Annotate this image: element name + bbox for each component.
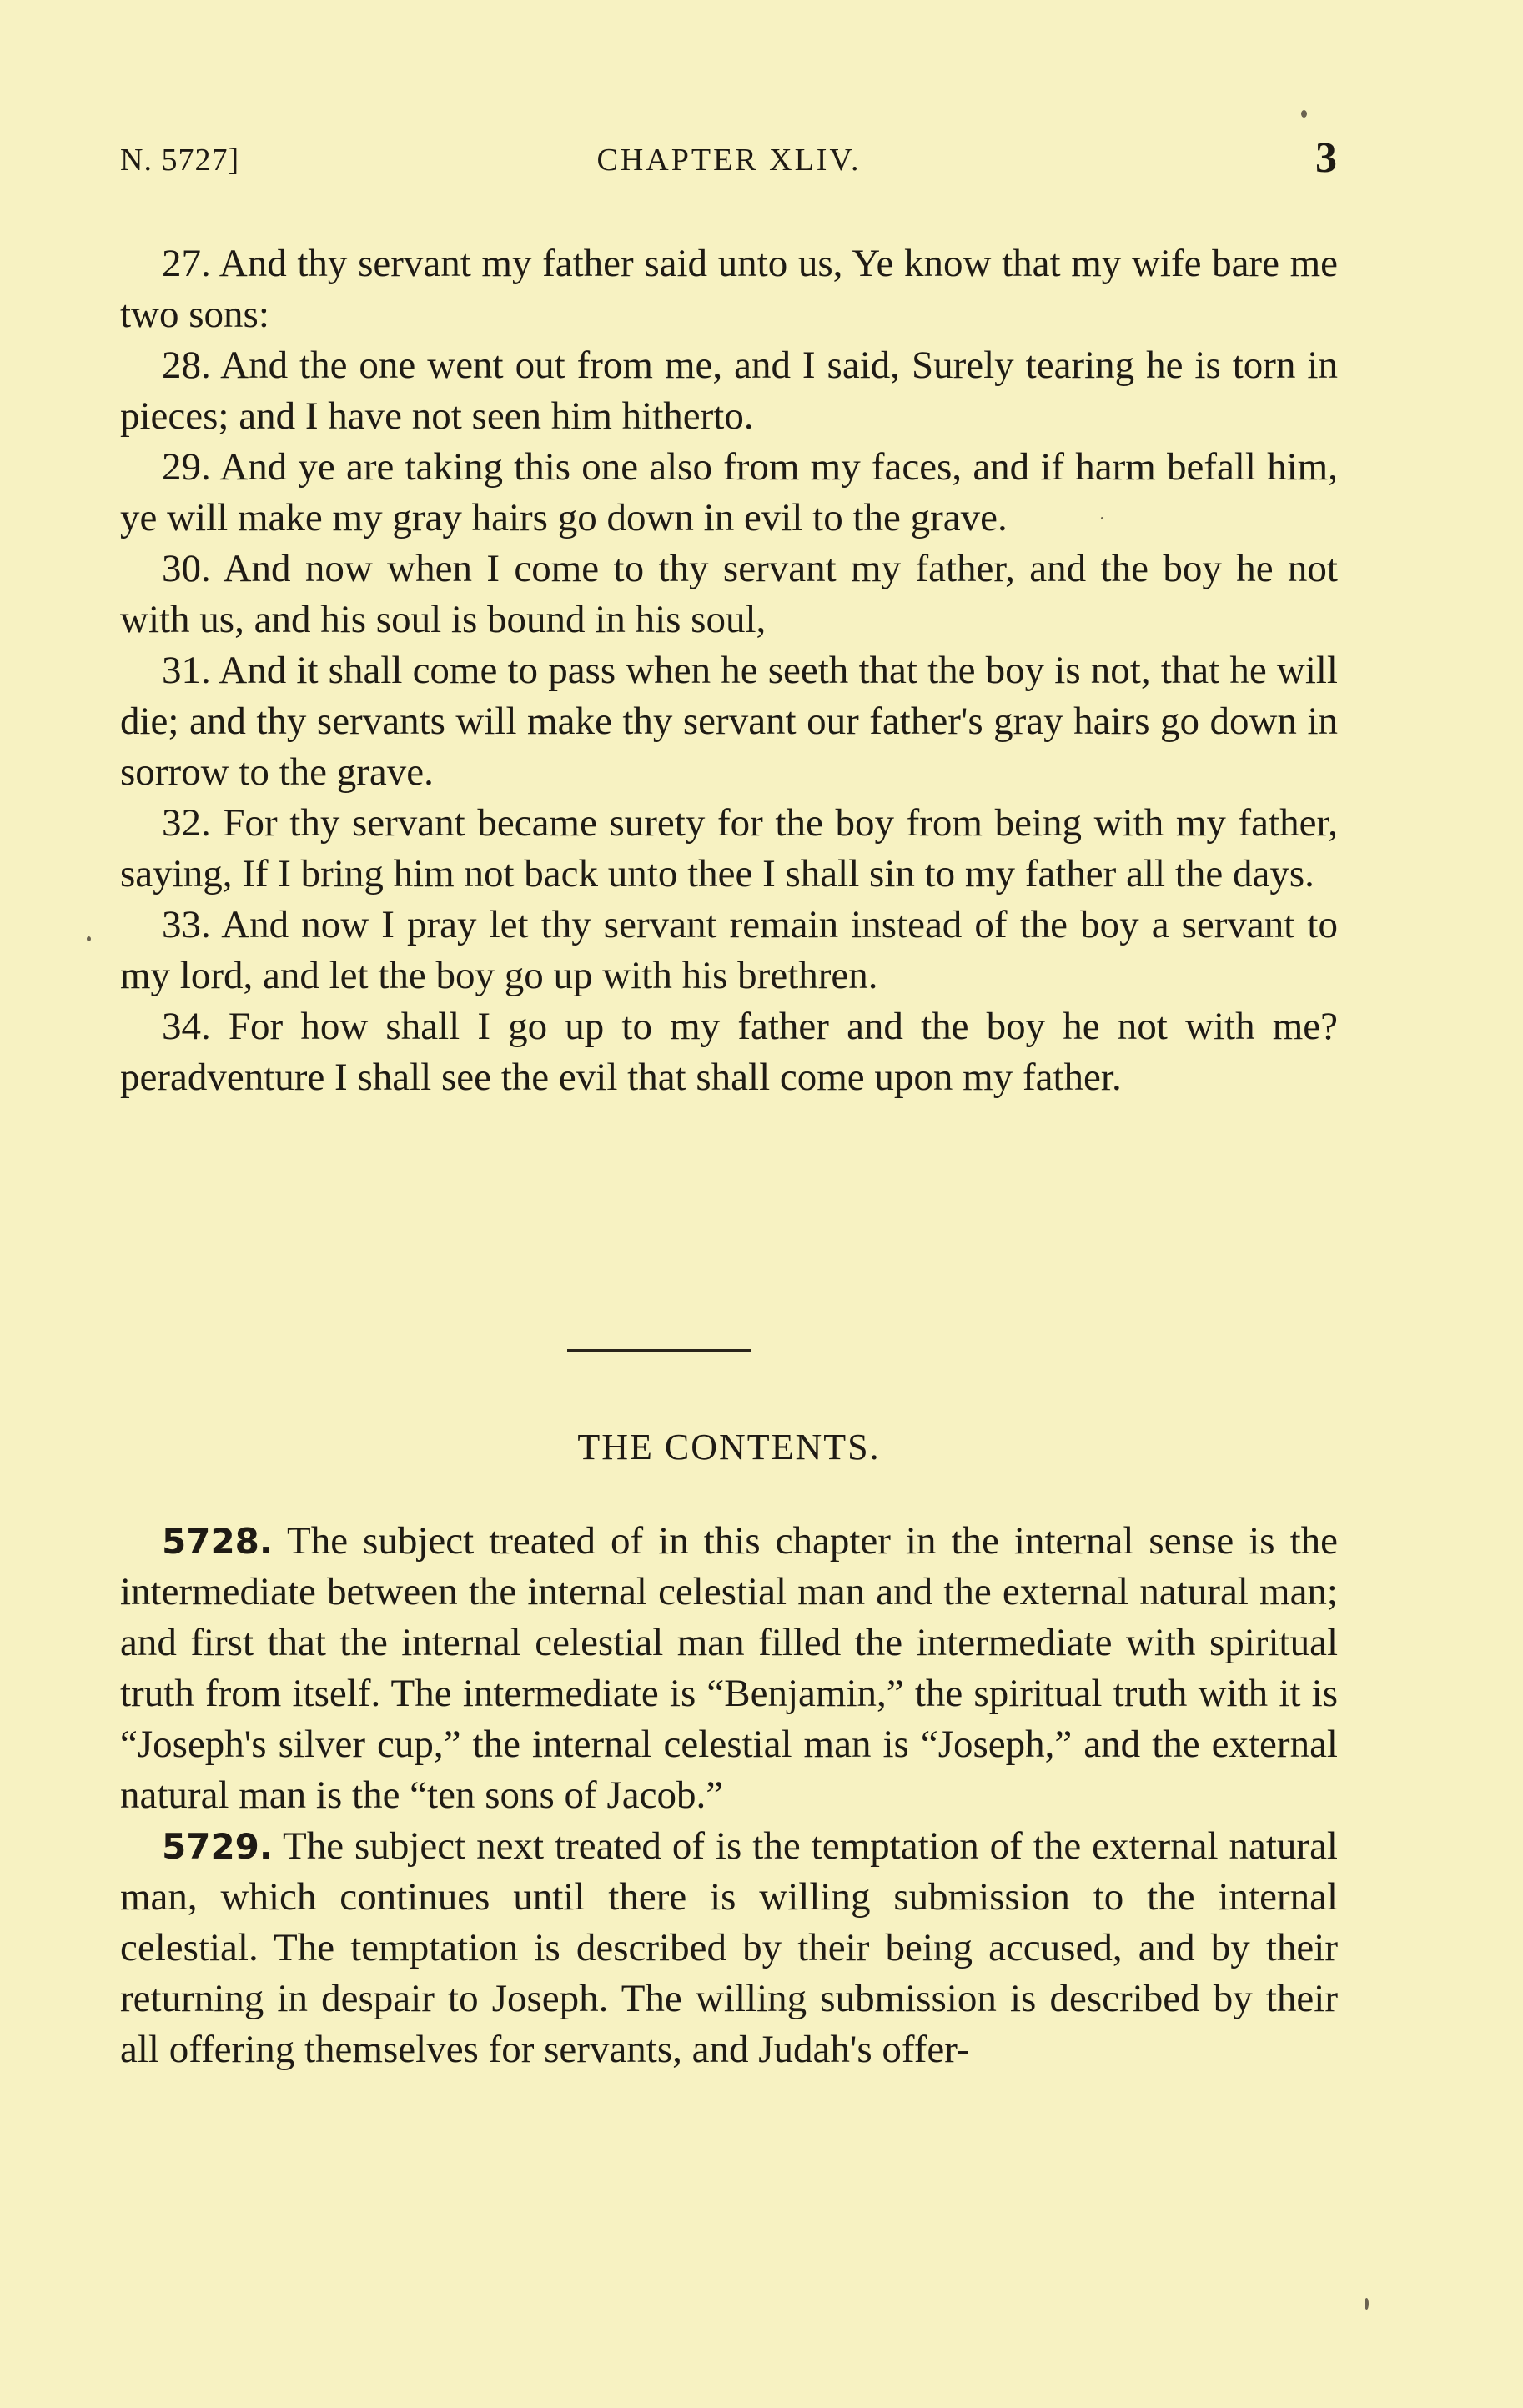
paper-speck (1365, 2298, 1369, 2310)
paper-speck (1101, 517, 1103, 519)
verse-33: 33. And now I pray let thy servant remain instead of the boy a servant to my lord, and let the boy go up with his brethren. (120, 903, 1338, 997)
verse-30: 30. And now when I come to thy servant my father, and the boy he not with us, and his soul is bound in his soul, (120, 547, 1338, 641)
verse-32: 32. For thy servant became surety for the boy from being with my father, saying, If I bring him not back unto thee I shall sin to my father all the days. (120, 801, 1338, 895)
paragraph-text: The subject next treated of is the temptation of the external natural man, which continues until there is willing submission to the internal celestial. The temptation is described by their being accused, and by their returning in despair to Joseph. The willing submission is described by their all offering themselves for servants, and Judah's offer- (120, 1824, 1338, 2071)
contents-heading: THE CONTENTS. (577, 1427, 881, 1467)
paragraph-number: 5729. (162, 1826, 273, 1867)
verse-34: 34. For how shall I go up to my father and the boy he not with me? peradventure I shall see the evil that shall come upon my father. (120, 1005, 1338, 1099)
verse-29: 29. And ye are taking this one also from my faces, and if harm befall him, ye will make my gray hairs go down in evil to the grave. (120, 445, 1338, 539)
verse-31: 31. And it shall come to pass when he seeth that the boy is not, that he will die; and thy servants will make thy servant our father's gray hairs go down in sorrow to the grave. (120, 649, 1338, 794)
section-reference: N. 5727] (120, 143, 240, 178)
paper-speck (87, 936, 91, 941)
verse-28: 28. And the one went out from me, and I said, Surely tearing he is torn in pieces; and I have not seen him hitherto. (120, 344, 1338, 438)
paragraph-number: 5728. (162, 1521, 273, 1562)
chapter-title: CHAPTER XLIV. (596, 143, 862, 178)
contents-paragraph-5728 (120, 1516, 1338, 1821)
paragraph-text: The subject treated of in this chapter in the internal sense is the intermediate between the internal celestial man and the external natural man; and first that the internal celestial man filled the intermediate with spiritual truth from itself. The intermediate is “Benjamin,” the spiritual truth with it is “Joseph's silver cup,” the internal celestial man is “Joseph,” and the external natural man is the “ten sons of Jacob.” (120, 1519, 1338, 1817)
paper-speck (1301, 110, 1307, 118)
verse-block (120, 238, 1338, 1103)
page-number: 3 (1315, 134, 1338, 182)
contents-block (120, 1516, 1338, 2075)
running-head (120, 133, 1338, 183)
contents-paragraph-5729 (120, 1821, 1338, 2075)
verse-27: 27. And thy servant my father said unto us, Ye know that my wife bare me two sons: (120, 242, 1338, 336)
section-divider (567, 1349, 751, 1352)
